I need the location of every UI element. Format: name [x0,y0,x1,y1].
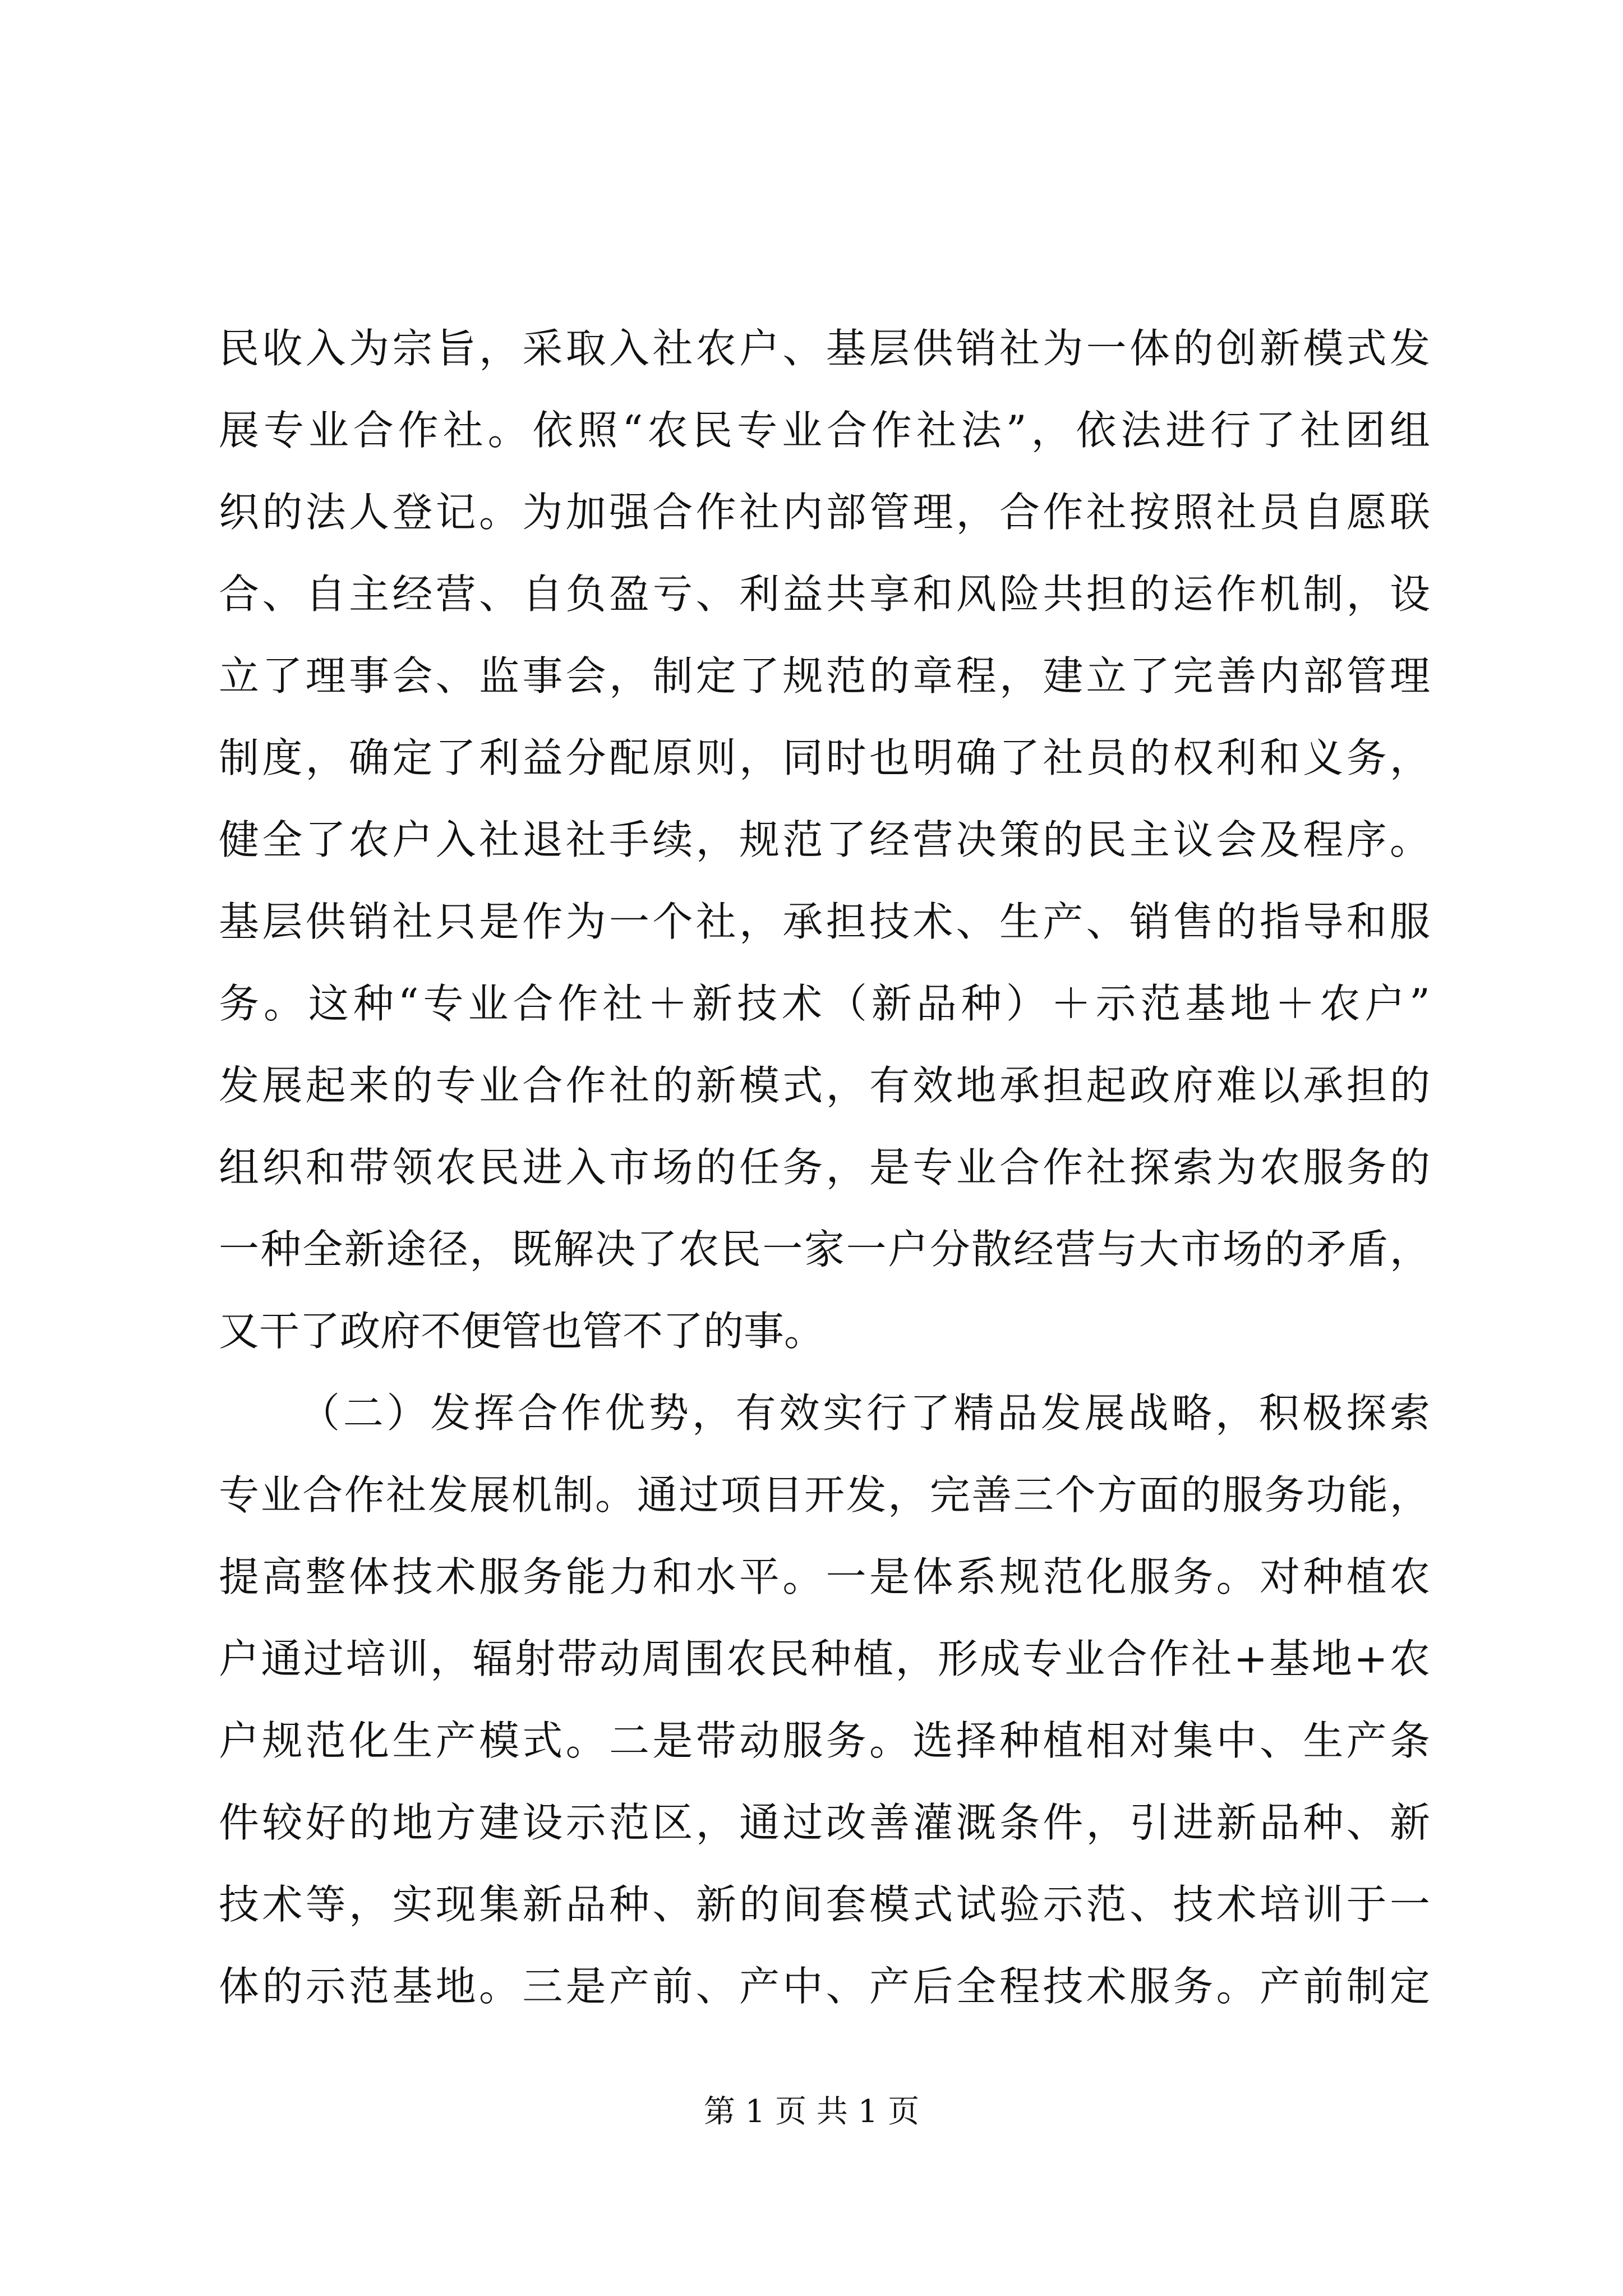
text-line: 技术等，实现集新品种、新的间套模式试验示范、技术培训于一 [219,1881,1430,1928]
text-line: 基层供销社只是作为一个社，承担技术、生产、销售的指导和服 [219,898,1430,945]
document-body [219,307,1430,2027]
text-line: 一种全新途径，既解决了农民一家一户分散经营与大市场的矛盾， [219,1226,1430,1273]
text-line: 户通过培训，辐射带动周围农民种植，形成专业合作社+基地+农 [219,1635,1430,1682]
text-line: 发展起来的专业合作社的新模式，有效地承担起政府难以承担的 [219,1062,1430,1109]
text-line: 健全了农户入社退社手续，规范了经营决策的民主议会及程序。 [219,816,1430,863]
text-line: 专业合作社发展机制。通过项目开发，完善三个方面的服务功能， [219,1471,1430,1519]
paragraph-start-line: （二）发挥合作优势，有效实行了精品发展战略，积极探索 [299,1389,1430,1437]
text-line: 制度，确定了利益分配原则，同时也明确了社员的权利和义务， [219,734,1430,781]
text-line: 户规范化生产模式。二是带动服务。选择种植相对集中、生产条 [219,1717,1430,1764]
text-line: 合、自主经营、自负盈亏、利益共享和风险共担的运作机制，设 [219,570,1430,618]
text-line: 组织和带领农民进入市场的任务，是专业合作社探索为农服务的 [219,1144,1430,1191]
page-number-footer: 第 1 页 共 1 页 [703,2093,920,2130]
text-line: 件较好的地方建设示范区，通过改善灌溉条件，引进新品种、新 [219,1799,1430,1846]
text-line: 民收入为宗旨，采取入社农户、基层供销社为一体的创新模式发 [219,325,1430,372]
text-line: 展专业合作社。依照“农民专业合作社法”，依法进行了社团组 [219,407,1430,454]
text-line: 体的示范基地。三是产前、产中、产后全程技术服务。产前制定 [219,1963,1430,2010]
text-line: 提高整体技术服务能力和水平。一是体系规范化服务。对种植农 [219,1553,1430,1600]
text-line: 织的法人登记。为加强合作社内部管理，合作社按照社员自愿联 [219,489,1430,536]
text-line: 务。这种“专业合作社＋新技术（新品种）＋示范基地＋农户” [219,980,1430,1027]
paragraph-end-line: 又干了政府不便管也管不了的事。 [219,1308,825,1355]
text-line: 立了理事会、监事会，制定了规范的章程，建立了完善内部管理 [219,652,1430,700]
